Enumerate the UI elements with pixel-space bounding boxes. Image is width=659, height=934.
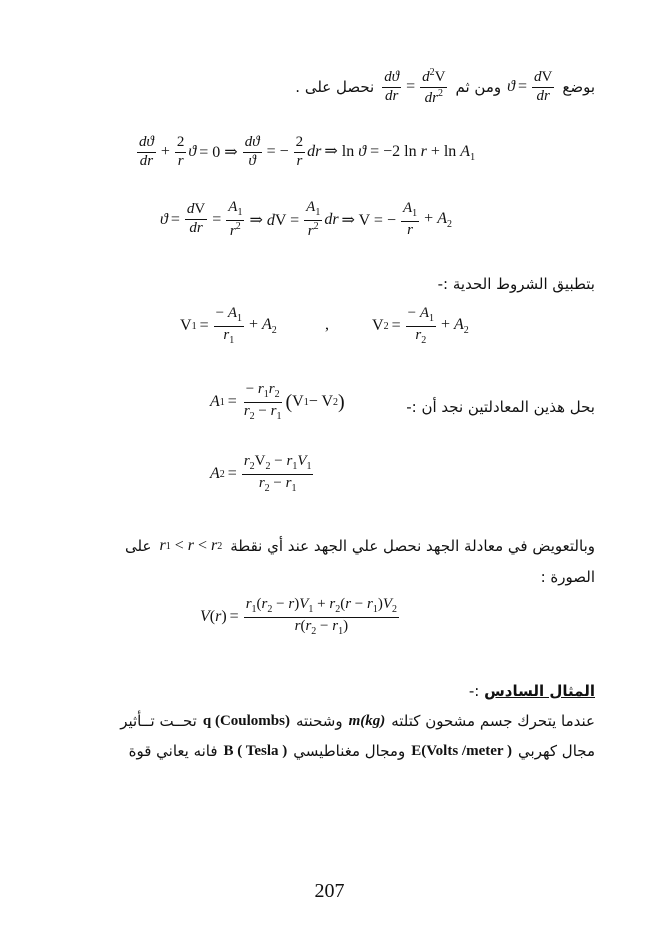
eq-theta-def: ϑ = $\frac{dV}{dr}$ (507, 69, 553, 104)
example-efield: E(Volts /meter ) (411, 742, 513, 759)
example-mass: m(kg) (348, 712, 386, 729)
text-substitution: بوضع (562, 78, 595, 97)
eq-v2: V 2 = $\frac{- A_1}{r_2}$ + $A_2$ (372, 305, 469, 346)
text-boundary-conditions: بتطبيق الشروط الحدية :- (437, 275, 595, 293)
example-line2-part1: مجال كهربي (518, 742, 595, 760)
example-bfield: B ( Tesla ) (223, 742, 288, 759)
eq-v1: V 1 = $\frac{- A_1}{r_1}$ + $A_2$ (180, 305, 277, 346)
text-substitute-line2: الصورة : (540, 568, 595, 586)
example-line2-part3: فانه يعاني قوة (128, 742, 218, 760)
text-get: نحصل على . (295, 78, 375, 97)
line-substitution (295, 68, 595, 107)
example-line2-part2: ومجال مغناطيسي (293, 742, 406, 760)
example-charge: q (Coulombs) (202, 712, 290, 729)
text-substitute-line1: وبالتعويض في معادلة الجهد نحصل علي الجهد عند أي نقطة (230, 537, 595, 555)
eq-theta-derivative: $\frac{dϑ}{dr}$ = $\frac{d^2V}{dr^2}$ (384, 67, 446, 106)
text-on: على (125, 537, 152, 555)
text-solve-equations: بحل هذين المعادلتين نجد أن :- (406, 398, 595, 416)
eq-ode-solution: $\frac{dϑ}{dr}$ + $\frac{2}{r}$ ϑ = 0 ⇒ $\frac{dϑ}{ϑ}$ = − $\frac{2}{r}$ dr ⇒ ln ϑ = −2 $\ln r + \ln A_1$ (139, 134, 476, 169)
example-heading (469, 682, 595, 700)
eq-v-of-r: V ( r ) = $\frac{r_1(r_2 - r)V_1 + r_2(r - r_1)V_2}{r(r_2 - r_1)}$ (200, 596, 398, 637)
line-substitute (125, 537, 595, 555)
example-title: المثال السادس (484, 682, 595, 700)
eq-r-range: r 1 < r < r 2 (159, 537, 223, 554)
example-suffix: :- (468, 682, 480, 700)
example-line1 (120, 712, 595, 730)
eq-a1: A 1 = $\frac{- r_1r_2}{r_2 - r_1}$ ( V 1 − V 2 ) (210, 381, 345, 422)
eq-potential-integration: ϑ = $\frac{dV}{dr}$ = $\frac{A_1}{r^2}$ ⇒ dV = $\frac{A_1}{r^2}$ dr ⇒ V = − $\frac{A_1}{r}$ + $A_2$ (160, 199, 452, 239)
text-then: ومن ثم (455, 78, 502, 97)
example-line1-part2: وشحنته (295, 712, 343, 730)
example-line2 (129, 742, 595, 760)
example-line1-part3: تحــت تــأثير (120, 712, 197, 730)
comma-separator: , (325, 316, 329, 333)
page-number: 207 (314, 880, 345, 902)
eq-a2: A 2 = $\frac{r_2V_2 - r_1V_1}{r_2 - r_1}$ (210, 453, 312, 494)
example-line1-part1: عندما يتحرك جسم مشحون كتلته (391, 712, 595, 730)
